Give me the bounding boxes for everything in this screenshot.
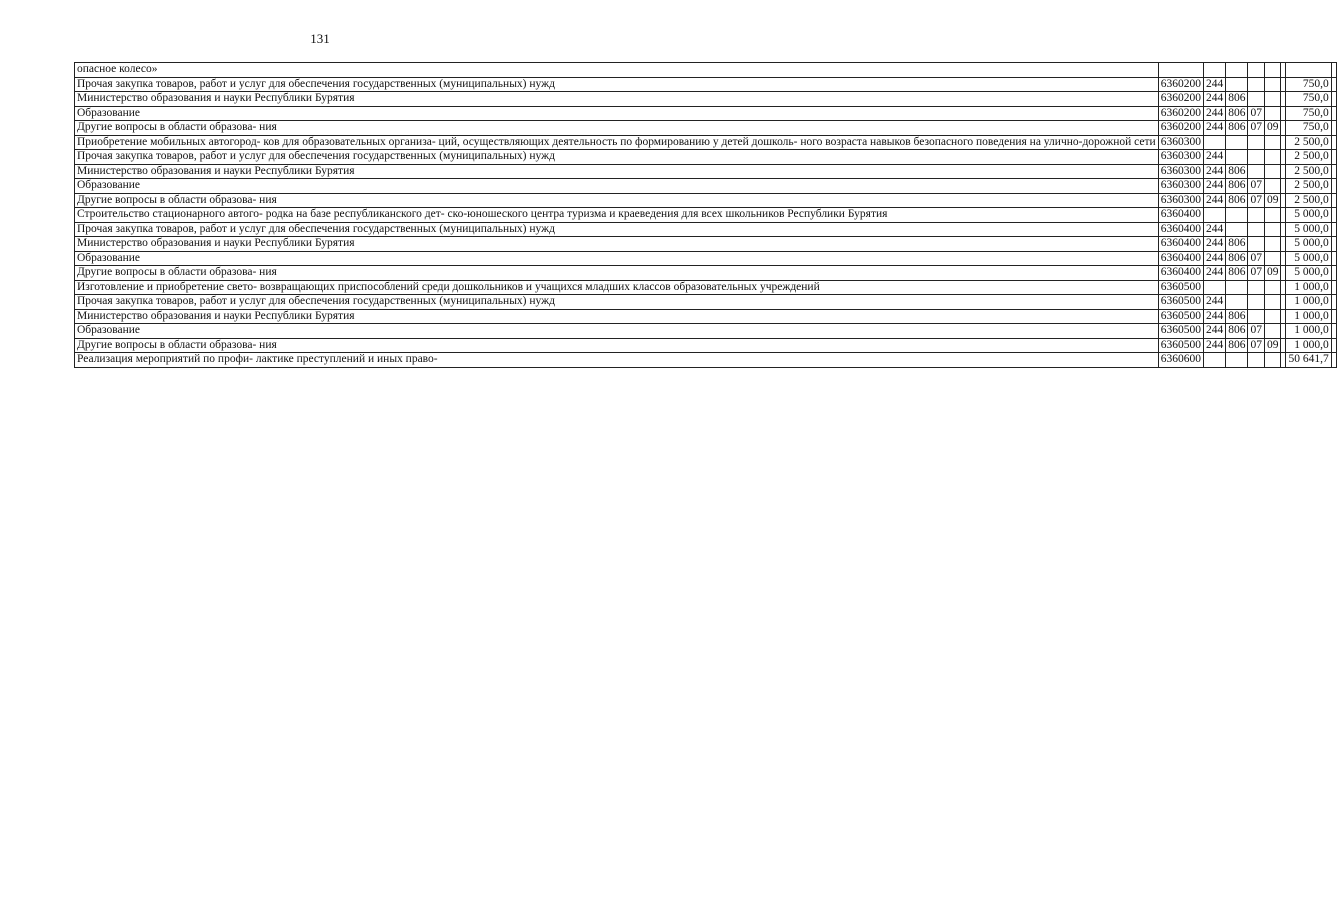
expense-type-cell: 244: [1203, 106, 1225, 121]
empty-cell: [1331, 251, 1336, 266]
budget-table: [74, 62, 1337, 368]
expense-type-cell: 244: [1203, 222, 1225, 237]
target-article-cell: 6360500: [1158, 338, 1203, 353]
target-article-cell: 6360500: [1158, 295, 1203, 310]
subsection-cell: [1264, 295, 1281, 310]
amount-cell: 2 500,0: [1286, 193, 1331, 208]
item-name-cell: Прочая закупка товаров, работ и услуг для обеспечения государственных (муниципальных) нужд: [75, 222, 1159, 237]
item-name-cell: Прочая закупка товаров, работ и услуг для обеспечения государственных (муниципальных) нужд: [75, 77, 1159, 92]
amount-cell: 1 000,0: [1286, 324, 1331, 339]
subsection-cell: [1264, 222, 1281, 237]
ministry-code-cell: [1226, 150, 1248, 165]
subsection-cell: [1264, 309, 1281, 324]
ministry-code-cell: 806: [1226, 179, 1248, 194]
empty-cell: [1331, 63, 1336, 78]
section-cell: [1248, 135, 1265, 150]
table-row: [75, 106, 1337, 121]
empty-cell: [1331, 309, 1336, 324]
table-row: [75, 77, 1337, 92]
target-article-cell: [1158, 63, 1203, 78]
empty-cell: [1331, 92, 1336, 107]
table-row: [75, 251, 1337, 266]
table-row: [75, 179, 1337, 194]
empty-cell: [1331, 338, 1336, 353]
amount-cell: 750,0: [1286, 106, 1331, 121]
target-article-cell: 6360300: [1158, 150, 1203, 165]
empty-cell: [1331, 150, 1336, 165]
ministry-code-cell: 806: [1226, 266, 1248, 281]
item-name-cell: Строительство стационарного автого- родка на базе республиканского дет- ско-юношеского центра туризма и краеведения для всех школьников Республики Бурятия: [75, 208, 1159, 223]
table-row: [75, 295, 1337, 310]
amount-cell: 5 000,0: [1286, 266, 1331, 281]
subsection-cell: [1264, 179, 1281, 194]
section-cell: [1248, 280, 1265, 295]
subsection-cell: 09: [1264, 338, 1281, 353]
expense-type-cell: [1203, 280, 1225, 295]
table-row: [75, 193, 1337, 208]
table-row: [75, 92, 1337, 107]
amount-cell: 5 000,0: [1286, 251, 1331, 266]
section-cell: [1248, 309, 1265, 324]
ministry-code-cell: [1226, 280, 1248, 295]
subsection-cell: [1264, 135, 1281, 150]
ministry-code-cell: [1226, 135, 1248, 150]
table-row: [75, 266, 1337, 281]
section-cell: [1248, 92, 1265, 107]
empty-cell: [1331, 164, 1336, 179]
expense-type-cell: 244: [1203, 324, 1225, 339]
empty-cell: [1331, 222, 1336, 237]
item-name-cell: Министерство образования и науки Республики Бурятия: [75, 237, 1159, 252]
item-name-cell: Другие вопросы в области образова- ния: [75, 121, 1159, 136]
subsection-cell: [1264, 237, 1281, 252]
expense-type-cell: 244: [1203, 251, 1225, 266]
expense-type-cell: 244: [1203, 164, 1225, 179]
expense-type-cell: 244: [1203, 237, 1225, 252]
section-cell: 07: [1248, 121, 1265, 136]
subsection-cell: [1264, 324, 1281, 339]
subsection-cell: [1264, 63, 1281, 78]
section-cell: [1248, 150, 1265, 165]
target-article-cell: 6360200: [1158, 92, 1203, 107]
amount-cell: 750,0: [1286, 77, 1331, 92]
amount-cell: 5 000,0: [1286, 208, 1331, 223]
budget-table-body: [75, 63, 1337, 368]
empty-cell: [1331, 266, 1336, 281]
section-cell: 07: [1248, 324, 1265, 339]
subsection-cell: [1264, 208, 1281, 223]
target-article-cell: 6360500: [1158, 324, 1203, 339]
target-article-cell: 6360200: [1158, 106, 1203, 121]
subsection-cell: [1264, 251, 1281, 266]
item-name-cell: Министерство образования и науки Республики Бурятия: [75, 92, 1159, 107]
amount-cell: 5 000,0: [1286, 237, 1331, 252]
ministry-code-cell: 806: [1226, 193, 1248, 208]
target-article-cell: 6360300: [1158, 164, 1203, 179]
expense-type-cell: 244: [1203, 92, 1225, 107]
expense-type-cell: 244: [1203, 295, 1225, 310]
subsection-cell: [1264, 106, 1281, 121]
expense-type-cell: 244: [1203, 193, 1225, 208]
item-name-cell: Образование: [75, 324, 1159, 339]
ministry-code-cell: [1226, 63, 1248, 78]
expense-type-cell: [1203, 63, 1225, 78]
target-article-cell: 6360300: [1158, 179, 1203, 194]
section-cell: [1248, 77, 1265, 92]
section-cell: 07: [1248, 106, 1265, 121]
ministry-code-cell: 806: [1226, 92, 1248, 107]
subsection-cell: [1264, 353, 1281, 368]
item-name-cell: Образование: [75, 106, 1159, 121]
section-cell: [1248, 237, 1265, 252]
item-name-cell: Приобретение мобильных автогород- ков для образовательных организа- ций, осуществляющих деятельность по формированию у детей дошколь- ного возраста навыков безопасного поведения на улично-дорожной сети: [75, 135, 1159, 150]
ministry-code-cell: 806: [1226, 106, 1248, 121]
expense-type-cell: 244: [1203, 266, 1225, 281]
amount-cell: 5 000,0: [1286, 222, 1331, 237]
target-article-cell: 6360600: [1158, 353, 1203, 368]
empty-cell: [1331, 208, 1336, 223]
target-article-cell: 6360500: [1158, 309, 1203, 324]
ministry-code-cell: 806: [1226, 237, 1248, 252]
target-article-cell: 6360500: [1158, 280, 1203, 295]
ministry-code-cell: [1226, 222, 1248, 237]
ministry-code-cell: 806: [1226, 324, 1248, 339]
table-row: [75, 338, 1337, 353]
target-article-cell: 6360400: [1158, 237, 1203, 252]
amount-cell: 2 500,0: [1286, 135, 1331, 150]
expense-type-cell: 244: [1203, 150, 1225, 165]
item-name-cell: Министерство образования и науки Республики Бурятия: [75, 164, 1159, 179]
subsection-cell: 09: [1264, 193, 1281, 208]
ministry-code-cell: [1226, 208, 1248, 223]
subsection-cell: 09: [1264, 121, 1281, 136]
table-row: [75, 237, 1337, 252]
page-number: 131: [310, 31, 330, 46]
table-row: [75, 164, 1337, 179]
expense-type-cell: 244: [1203, 77, 1225, 92]
subsection-cell: [1264, 150, 1281, 165]
section-cell: [1248, 63, 1265, 78]
item-name-cell: опасное колесо»: [75, 63, 1159, 78]
amount-cell: 2 500,0: [1286, 164, 1331, 179]
table-row: [75, 324, 1337, 339]
table-row: [75, 353, 1337, 368]
item-name-cell: Министерство образования и науки Республики Бурятия: [75, 309, 1159, 324]
section-cell: 07: [1248, 179, 1265, 194]
target-article-cell: 6360400: [1158, 222, 1203, 237]
item-name-cell: Прочая закупка товаров, работ и услуг для обеспечения государственных (муниципальных) нужд: [75, 150, 1159, 165]
target-article-cell: 6360300: [1158, 135, 1203, 150]
amount-cell: 2 500,0: [1286, 179, 1331, 194]
section-cell: 07: [1248, 193, 1265, 208]
amount-cell: 1 000,0: [1286, 338, 1331, 353]
ministry-code-cell: [1226, 295, 1248, 310]
subsection-cell: [1264, 77, 1281, 92]
item-name-cell: Реализация мероприятий по профи- лактике преступлений и иных право-: [75, 353, 1159, 368]
item-name-cell: Прочая закупка товаров, работ и услуг для обеспечения государственных (муниципальных) нужд: [75, 295, 1159, 310]
expense-type-cell: 244: [1203, 338, 1225, 353]
target-article-cell: 6360200: [1158, 77, 1203, 92]
table-row: [75, 135, 1337, 150]
section-cell: [1248, 208, 1265, 223]
subsection-cell: 09: [1264, 266, 1281, 281]
amount-cell: 750,0: [1286, 121, 1331, 136]
ministry-code-cell: [1226, 77, 1248, 92]
section-cell: [1248, 295, 1265, 310]
expense-type-cell: [1203, 353, 1225, 368]
item-name-cell: Образование: [75, 251, 1159, 266]
table-row: [75, 121, 1337, 136]
expense-type-cell: 244: [1203, 309, 1225, 324]
amount-cell: 750,0: [1286, 92, 1331, 107]
ministry-code-cell: 806: [1226, 338, 1248, 353]
empty-cell: [1331, 77, 1336, 92]
section-cell: [1248, 353, 1265, 368]
item-name-cell: Другие вопросы в области образова- ния: [75, 266, 1159, 281]
table-row: [75, 222, 1337, 237]
amount-cell: [1286, 63, 1331, 78]
table-row: [75, 280, 1337, 295]
section-cell: 07: [1248, 338, 1265, 353]
amount-cell: 50 641,7: [1286, 353, 1331, 368]
empty-cell: [1331, 295, 1336, 310]
section-cell: 07: [1248, 251, 1265, 266]
amount-cell: 1 000,0: [1286, 280, 1331, 295]
amount-cell: 1 000,0: [1286, 295, 1331, 310]
empty-cell: [1331, 193, 1336, 208]
ministry-code-cell: 806: [1226, 164, 1248, 179]
section-cell: [1248, 164, 1265, 179]
expense-type-cell: 244: [1203, 121, 1225, 136]
empty-cell: [1331, 179, 1336, 194]
expense-type-cell: 244: [1203, 179, 1225, 194]
empty-cell: [1331, 106, 1336, 121]
target-article-cell: 6360400: [1158, 208, 1203, 223]
table-row: [75, 150, 1337, 165]
empty-cell: [1331, 353, 1336, 368]
item-name-cell: Другие вопросы в области образова- ния: [75, 338, 1159, 353]
section-cell: [1248, 222, 1265, 237]
empty-cell: [1331, 324, 1336, 339]
expense-type-cell: [1203, 208, 1225, 223]
subsection-cell: [1264, 92, 1281, 107]
table-row: [75, 63, 1337, 78]
target-article-cell: 6360400: [1158, 266, 1203, 281]
amount-cell: 1 000,0: [1286, 309, 1331, 324]
ministry-code-cell: 806: [1226, 251, 1248, 266]
item-name-cell: Образование: [75, 179, 1159, 194]
expense-type-cell: [1203, 135, 1225, 150]
subsection-cell: [1264, 164, 1281, 179]
subsection-cell: [1264, 280, 1281, 295]
empty-cell: [1331, 237, 1336, 252]
ministry-code-cell: [1226, 353, 1248, 368]
target-article-cell: 6360400: [1158, 251, 1203, 266]
empty-cell: [1331, 280, 1336, 295]
table-row: [75, 208, 1337, 223]
item-name-cell: Другие вопросы в области образова- ния: [75, 193, 1159, 208]
amount-cell: 2 500,0: [1286, 150, 1331, 165]
ministry-code-cell: 806: [1226, 309, 1248, 324]
table-row: [75, 309, 1337, 324]
empty-cell: [1331, 135, 1336, 150]
ministry-code-cell: 806: [1226, 121, 1248, 136]
target-article-cell: 6360300: [1158, 193, 1203, 208]
target-article-cell: 6360200: [1158, 121, 1203, 136]
empty-cell: [1331, 121, 1336, 136]
item-name-cell: Изготовление и приобретение свето- возвращающих приспособлений среди дошкольников и учащихся младших классов образовательных учреждений: [75, 280, 1159, 295]
section-cell: 07: [1248, 266, 1265, 281]
